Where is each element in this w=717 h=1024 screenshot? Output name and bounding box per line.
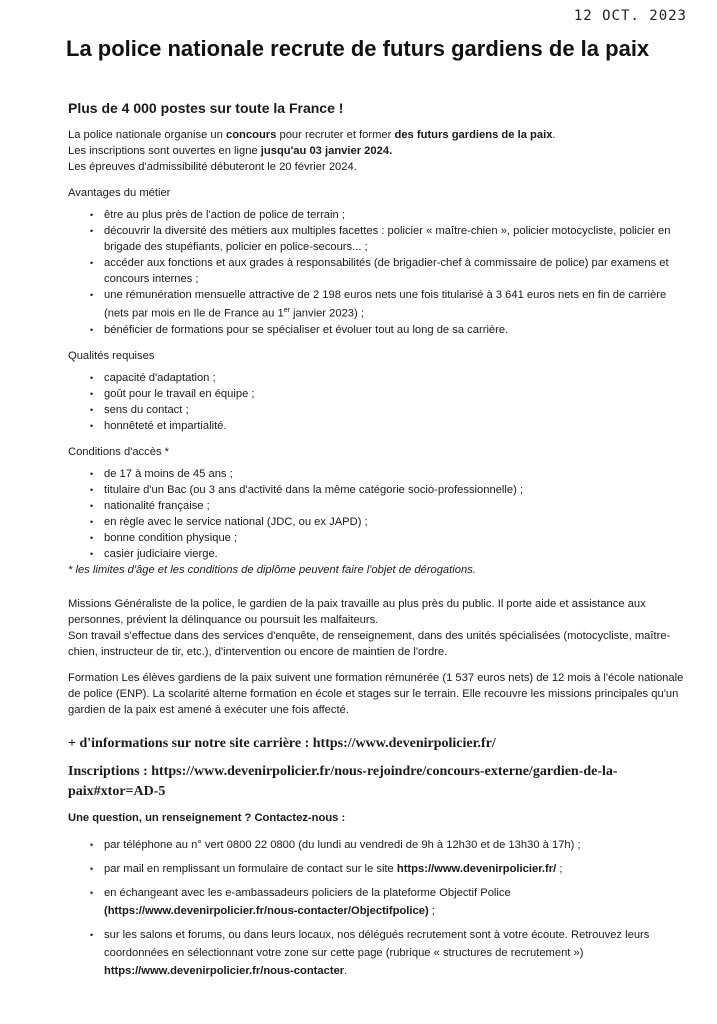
contact-heading: Une question, un renseignement ? Contactez-nous : (68, 811, 346, 824)
intro-line-3: Les épreuves d'admissibilité débuteront le 20 février 2024. (68, 161, 357, 173)
list-item: • honnêteté et impartialité. (94, 418, 688, 434)
contact-text: sur les salons et forums, ou dans leurs locaux, nos délégués recrutement sont à votre écoute. Retrouvez leurs coordonnées en sélectionnant votre zone sur cette page (rubrique « structures de recrutement ») (104, 928, 650, 959)
objectif-police-link[interactable]: (https://www.devenirpolicier.fr/nous-contacter/Objectifpolice) (104, 904, 429, 917)
contact-phone: • par téléphone au n° vert 0800 22 0800 (du lundi au vendredi de 9h à 12h30 et de 13h30 à 17h) ; (94, 836, 688, 854)
conditions-heading: Conditions d'accès * (68, 445, 170, 458)
list-item: • de 17 à moins de 45 ans ; (94, 466, 688, 482)
document-body (68, 100, 688, 986)
contact-page-link[interactable]: https://www.devenirpolicier.fr/nous-contacter (104, 964, 345, 977)
intro-text: . (552, 129, 556, 141)
salary-text: janvier 2023) ; (289, 307, 364, 320)
list-item: • être au plus près de l'action de police de terrain ; (94, 207, 688, 223)
intro-text: La police nationale organise un (68, 129, 226, 141)
missions-paragraph-2: Son travail s'effectue dans des services d'enquête, de renseignement, dans des unités spécialisées (motocycliste, maître-chien, instructeur de tir, etc.), d'intervention ou encore de maintien de l'ordre. (68, 629, 671, 658)
more-info-link[interactable]: + d'informations sur notre site carrière : https://www.devenirpolicier.fr/ (68, 735, 496, 751)
contact-text: ; (428, 904, 435, 917)
intro-text: Les inscriptions sont ouvertes en ligne (68, 145, 261, 157)
superscript: er (283, 307, 290, 314)
intro-section (68, 127, 688, 175)
conditions-list (68, 466, 688, 562)
site-link[interactable]: https://www.devenirpolicier.fr/ (396, 862, 557, 875)
subtitle: Plus de 4 000 postes sur toute la France ! (68, 100, 344, 116)
intro-bold-concours: concours (226, 129, 277, 141)
list-item: • en règle avec le service national (JDC, ou ex JAPD) ; (94, 514, 688, 530)
list-item: • goût pour le travail en équipe ; (94, 386, 688, 402)
formation-paragraph: Formation Les élèves gardiens de la paix suivent une formation rémunérée (1 537 euros nets) de 12 mois à l'école nationale de police (ENP). La scolarité alterne formation en école et stages sur le terrain. Elle recouvre les missions principales qu'un gardien de la paix est amené à exécuter une fois affecté. (68, 671, 684, 716)
list-item: • casier judiciaire vierge. (94, 546, 688, 562)
list-item: • nationalité française ; (94, 498, 688, 514)
list-item: • découvrir la diversité des métiers aux multiples facettes : policier « maître-chien », policier motocycliste, policier en brigade des stupéfiants, policier en police-secours... ; (94, 223, 688, 255)
qualites-list (68, 370, 688, 434)
page-title: La police nationale recrute de futurs gardiens de la paix (66, 36, 650, 61)
contact-mail (94, 860, 688, 878)
intro-line-1 (68, 127, 688, 143)
list-item: • accéder aux fonctions et aux grades à responsabilités (de brigadier-chef à commissaire de police) par examens et concours internes ; (94, 255, 688, 287)
contact-ambassadors (94, 884, 688, 920)
avantages-heading: Avantages du métier (68, 187, 171, 199)
list-item: • bonne condition physique ; (94, 530, 688, 546)
intro-bold-gardiens: des futurs gardiens de la paix (394, 129, 553, 141)
contact-text: ; (556, 862, 563, 875)
conditions-note: * les limites d'âge et les conditions de diplôme peuvent faire l'objet de dérogations. (68, 563, 476, 576)
list-item: • titulaire d'un Bac (ou 3 ans d'activité dans la même catégorie socio-professionnelle) ; (94, 482, 688, 498)
avantages-list (68, 207, 688, 338)
list-item: • capacité d'adaptation ; (94, 370, 688, 386)
list-item: • sens du contact ; (94, 402, 688, 418)
contact-list (68, 836, 688, 980)
list-item: • bénéficier de formations pour se spécialiser et évoluer tout au long de sa carrière. (94, 322, 688, 338)
contact-salons (94, 926, 688, 980)
list-item (94, 287, 688, 322)
intro-text: pour recruter et former (276, 129, 395, 141)
missions-paragraph-1: Missions Généraliste de la police, le gardien de la paix travaille au plus près du public. Il porte aide et assistance aux personnes, prévient la délinquance ou poursuit les malfaiteurs. (68, 597, 646, 626)
contact-text: . (344, 964, 348, 977)
qualites-heading: Qualités requises (68, 349, 155, 362)
contact-text: par mail en remplissant un formulaire de contact sur le site (104, 862, 397, 875)
contact-text: en échangeant avec les e-ambassadeurs policiers de la plateforme Objectif Police (104, 886, 511, 899)
salary-text: une rémunération mensuelle attractive de 2 198 euros nets une fois titularisé à 3 641 euros nets en fin de carrière (nets par mois en Ile de France au 1 (104, 289, 667, 320)
intro-line-2 (68, 143, 688, 159)
received-date-stamp: 12 OCT. 2023 (573, 8, 687, 24)
intro-bold-deadline: jusqu'au 03 janvier 2024. (260, 145, 393, 157)
inscriptions-link[interactable]: Inscriptions : https://www.devenirpolicier.fr/nous-rejoindre/concours-externe/gardien-de-la-paix#xtor=AD-5 (68, 763, 618, 799)
